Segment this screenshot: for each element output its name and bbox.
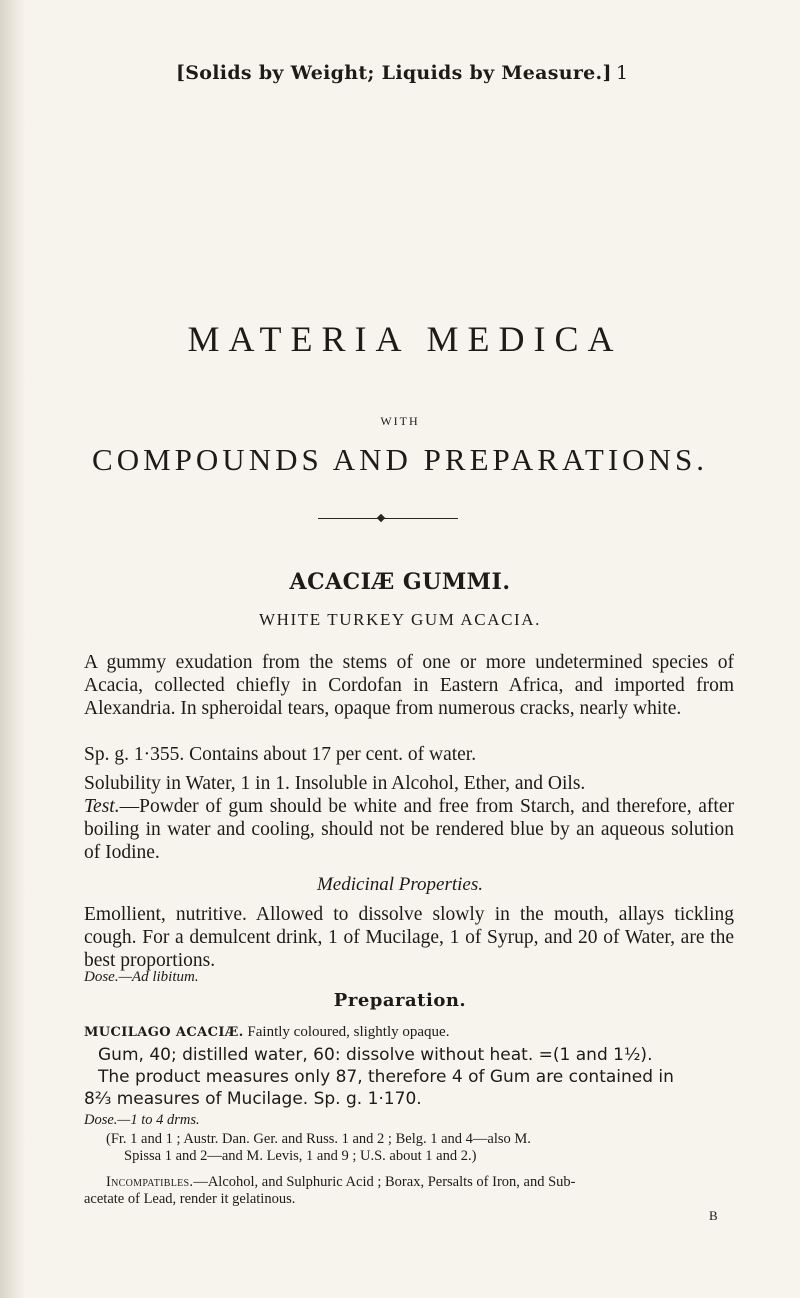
- preparation-line: Gum, 40; distilled water, 60: dissolve without heat. =(1 and 1½).: [98, 1045, 653, 1065]
- specific-gravity: [84, 743, 734, 766]
- preparation-name-line: [84, 1024, 734, 1041]
- entry-subtitle: WHITE TURKEY GUM ACACIA.: [258, 610, 542, 629]
- ornament-diamond-icon: [377, 514, 385, 522]
- incompatibles-line: acetate of Lead, render it gelatinous.: [84, 1191, 296, 1207]
- signature-mark: B: [709, 1208, 718, 1223]
- test-text: —Powder of gum should be white and free from Starch, and therefore, after boiling in water and cooling, should not be rendered blue by an aqueous solution of Iodine.: [84, 796, 734, 863]
- preparation-name-note: Faintly coloured, slightly opaque.: [247, 1024, 450, 1040]
- page-edge-shadow: [0, 0, 26, 1298]
- preparation-heading: Preparation.: [333, 990, 467, 1011]
- foreign-pharmacopoeias: [84, 1131, 744, 1165]
- incompatibles-text: —Alcohol, and Sulphuric Acid ; Borax, Persalts of Iron, and Sub-: [193, 1174, 576, 1190]
- preparation-line: The product measures only 87, therefore 4 of Gum are contained in: [98, 1067, 674, 1087]
- entry-description: A gummy exudation from the stems of one or more undetermined species of Acacia, collected chiefly in Cordofan in Eastern Africa, and imported from Alexandria. In spheroidal tears, opaque from numerous cracks, nearly white.: [84, 652, 734, 719]
- preparation-body: [84, 1044, 734, 1110]
- specific-gravity-text: Sp. g. 1·355. Contains about 17 per cent. of water.: [84, 744, 477, 765]
- incompatibles-label: Incompatibles.: [106, 1174, 194, 1190]
- running-head: [Solids by Weight; Liquids by Measure.]: [176, 62, 612, 84]
- book-title: MATERIA MEDICA: [187, 319, 623, 359]
- solubility-and-test: [84, 772, 734, 864]
- test-paragraph: [84, 795, 734, 864]
- foreign-line: Spissa 1 and 2—and M. Levis, 1 and 9 ; U.S. about 1 and 2.): [124, 1148, 477, 1164]
- title-connector: WITH: [380, 414, 420, 428]
- preparation-dose: [84, 1112, 744, 1129]
- foreign-line: (Fr. 1 and 1 ; Austr. Dan. Ger. and Russ. 1 and 2 ; Belg. 1 and 4—also M.: [106, 1131, 531, 1147]
- medicinal-text: Emollient, nutritive. Allowed to dissolve slowly in the mouth, allays tickling cough. For a demulcent drink, 1 of Mucilage, 1 of Syrup, and 20 of Water, are the best proportions.: [84, 904, 734, 971]
- entry-title: ACACIÆ GUMMI.: [289, 569, 511, 595]
- book-subtitle: COMPOUNDS AND PREPARATIONS.: [92, 442, 708, 477]
- test-label: Test.: [84, 796, 120, 817]
- medicinal-heading: Medicinal Properties.: [316, 874, 484, 895]
- entry-dose: Dose.—Ad libitum.: [84, 969, 199, 985]
- ornament-divider: [318, 512, 458, 524]
- incompatibles: [84, 1174, 744, 1208]
- preparation-line: 8⅔ measures of Mucilage. Sp. g. 1·170.: [84, 1089, 422, 1109]
- preparation-name: MUCILAGO ACACIÆ.: [84, 1025, 244, 1040]
- solubility-text: Solubility in Water, 1 in 1. Insoluble in Alcohol, Ether, and Oils.: [84, 773, 586, 794]
- preparation-dose-text: Dose.—1 to 4 drms.: [84, 1112, 200, 1128]
- incompatibles-line: [84, 1174, 744, 1191]
- ornament-rule: [318, 518, 458, 519]
- page-number: 1: [616, 62, 629, 84]
